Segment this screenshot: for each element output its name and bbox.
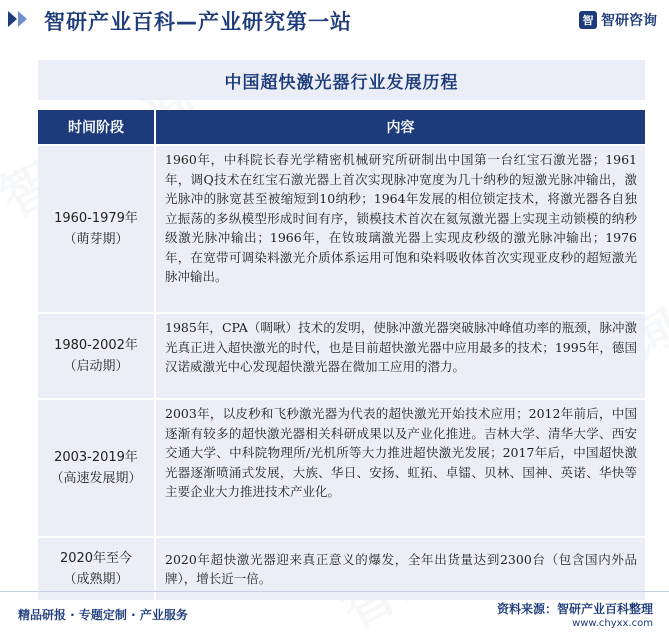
period-years: 1980-2002年	[54, 338, 138, 353]
content-text: 2020年超快激光器迎来真正意义的爆发，全年出货量达到2300台（包含国内外品牌），增长近一倍。	[165, 551, 637, 586]
page-header	[0, 0, 669, 38]
content-cell: 1960年，中科院长春光学精密机械研究所研制出中国第一台红宝石激光器；1961年，调Q技术在红宝石激光器上首次实现脉冲宽度为几十纳秒的短激光脉冲输出，激光脉冲的脉宽甚至被缩短到10纳秒；1964年发展的相位锁定技术，将激光器各自独立振荡的多纵模型形成时间有序，锁模技术首次在氦氖激光器上实现主动锁模的纳秒级激光脉冲输出；1966年，在钕玻璃激光器上实现皮秒级的激光脉冲输出；1976年，在宽带可调染料激光介质体系运用可饱和染料吸收体首次实现亚皮秒的超短激光脉冲输出。	[165, 152, 637, 284]
table-title-box	[38, 60, 645, 100]
brand-logo[interactable]	[579, 10, 657, 30]
footer-divider	[0, 591, 669, 592]
table-row	[38, 144, 645, 312]
period-cell	[38, 314, 156, 398]
period-years: 2003-2019年	[54, 450, 138, 465]
period-years: 2020年至今	[59, 551, 133, 566]
content-cell: 2003年，以皮秒和飞秒激光器为代表的超快激光开始技术应用；2012年前后，中国逐渐有较多的超快激光器相关科研成果以及产业化推进。吉林大学、清华大学、西安交通大学、中科院物理所/光机所等大力推进超快激光发展；2017年后，中国超快激光器逐渐喷涌式发展，大族、华日、安扬、虹拓、卓镭、贝林、国神、英诺、华快等主要企业大力推进技术产业化。	[165, 406, 637, 499]
history-table	[38, 110, 645, 600]
column-header-period: 时间阶段	[38, 110, 156, 144]
table-header-row	[38, 110, 645, 144]
period-stage: （萌芽期）	[63, 232, 129, 247]
header-title: 智研产业百科—产业研究第一站	[44, 10, 352, 34]
period-cell	[38, 400, 156, 536]
footer-services: 精品研报 · 专题定制 · 产业服务	[18, 608, 188, 622]
period-stage: （成熟期）	[63, 572, 129, 587]
period-stage: （启动期）	[63, 359, 129, 374]
table-title: 中国超快激光器行业发展历程	[224, 72, 459, 93]
period-years: 1960-1979年	[54, 211, 138, 226]
brand-icon: 智	[579, 11, 597, 29]
chevron-right-icon	[8, 11, 27, 27]
footer-url[interactable]: www.chyxx.com	[572, 618, 653, 629]
period-stage: （高速发展期）	[50, 471, 142, 486]
content-cell: 1985年，CPA（啁啾）技术的发明，使脉冲激光器突破脉冲峰值功率的瓶颈，脉冲激光真正进入超快激光的时代，也是目前超快激光器中应用最多的技术；1995年，德国汉诺威激光中心发现超快激光器在微加工应用的潜力。	[165, 320, 637, 374]
period-cell	[38, 146, 156, 312]
column-header-content: 内容	[386, 120, 415, 136]
table-row	[38, 312, 645, 398]
footer-source: 资料来源：智研产业百科整理	[496, 602, 653, 616]
brand-name: 智研咨询	[601, 13, 657, 29]
table-row	[38, 398, 645, 536]
